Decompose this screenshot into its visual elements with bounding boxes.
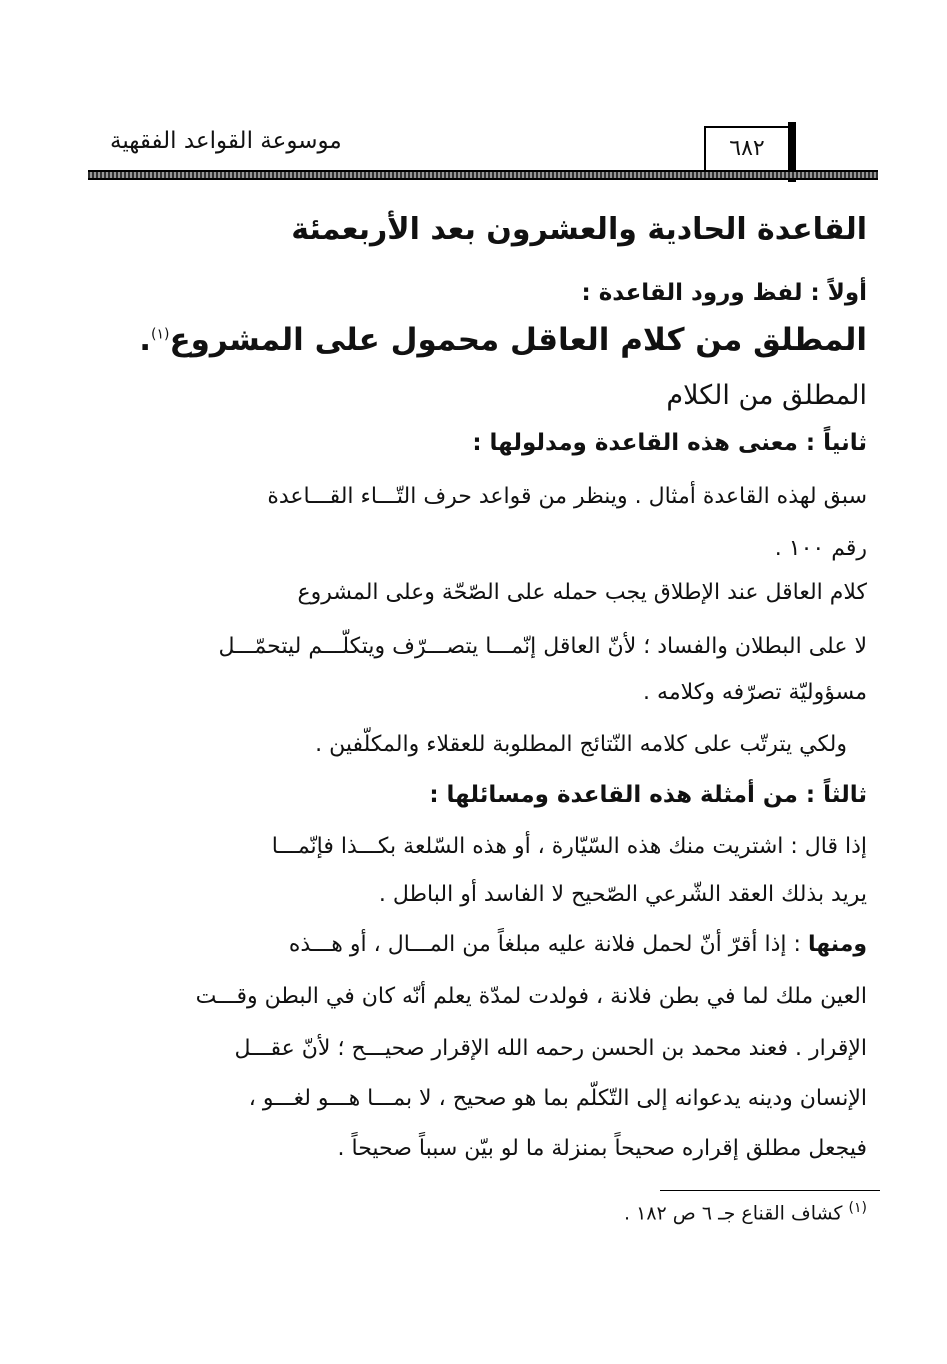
paragraph-line: [90, 932, 867, 957]
page-number: ٦٨٢: [704, 126, 790, 170]
paragraph-line: سبق لهذه القاعدة أمثال . وينظر من قواعد حرف التّـــاء القـــاعدة: [267, 484, 867, 509]
rule-short-form: المطلق من الكلام: [666, 380, 867, 411]
footnote-divider: [660, 1190, 880, 1191]
footnote: [90, 1200, 867, 1224]
footnote-reference: (١): [151, 326, 170, 343]
footnote-mark: (١): [848, 1200, 867, 1216]
paragraph-text: : إذا أقرّ أنّ لحمل فلانة عليه مبلغاً من المـــال ، أو هـــذه: [288, 932, 801, 957]
paragraph-line: الإنسان ودينه يدعوانه إلى التّكلّم بما هو صحيح ، لا بمـــا هـــو لغـــو ،: [248, 1086, 867, 1111]
header-rule: [88, 170, 878, 180]
running-title: موسوعة القواعد الفقهية: [110, 128, 342, 154]
paragraph-lead-word: ومنها: [807, 932, 867, 957]
paragraph-line: يريد بذلك العقد الشّرعي الصّحيح لا الفاسد أو الباطل .: [378, 882, 867, 907]
rule-statement: [90, 322, 867, 358]
paragraph-line: لا على البطلان والفساد ؛ لأنّ العاقل إنّمـــا يتصـــرّف ويتكلّـــم ليتحمّـــل: [218, 634, 867, 659]
rule-statement-end: .: [139, 322, 152, 358]
footnote-text: كشاف القناع جـ ٦ ص ١٨٢ .: [624, 1202, 843, 1225]
paragraph-line: مسؤوليّة تصرّفه وكلامه .: [643, 680, 867, 705]
section-heading-1: أولاً : لفظ ورود القاعدة :: [581, 280, 867, 306]
rule-statement-text: المطلق من كلام العاقل محمول على المشروع: [169, 322, 867, 358]
paragraph-line: الإقرار . فعند محمد بن الحسن رحمه الله الإقرار صحيـــح ؛ لأنّ عقـــل: [234, 1036, 867, 1061]
paragraph-line: كلام العاقل عند الإطلاق يجب حمله على الصّحّة وعلى المشروع: [297, 580, 867, 605]
paragraph-line: فيجعل مطلق إقراره صحيحاً بمنزلة ما لو بيّن سبباً صحيحاً .: [337, 1136, 867, 1161]
rule-title: القاعدة الحادية والعشرون بعد الأربعمئة: [291, 212, 867, 247]
paragraph-line: إذا قال : اشتريت منك هذه السّيّارة ، أو هذه السّلعة بكـــذا فإنّمـــا: [271, 834, 867, 859]
paragraph-line: رقم ١٠٠ .: [774, 536, 867, 561]
paragraph-line: ولكي يترتّب على كلامه النّتائج المطلوبة للعقلاء والمكلّفين .: [315, 732, 847, 757]
section-heading-3: ثالثاً : من أمثلة هذه القاعدة ومسائلها :: [429, 782, 867, 808]
section-heading-2: ثانياً : معنى هذه القاعدة ومدلولها :: [472, 430, 867, 456]
paragraph-line: العين ملك لما في بطن فلانة ، فولدت لمدّة يعلم أنّه كان في البطن وقـــت: [195, 984, 867, 1009]
